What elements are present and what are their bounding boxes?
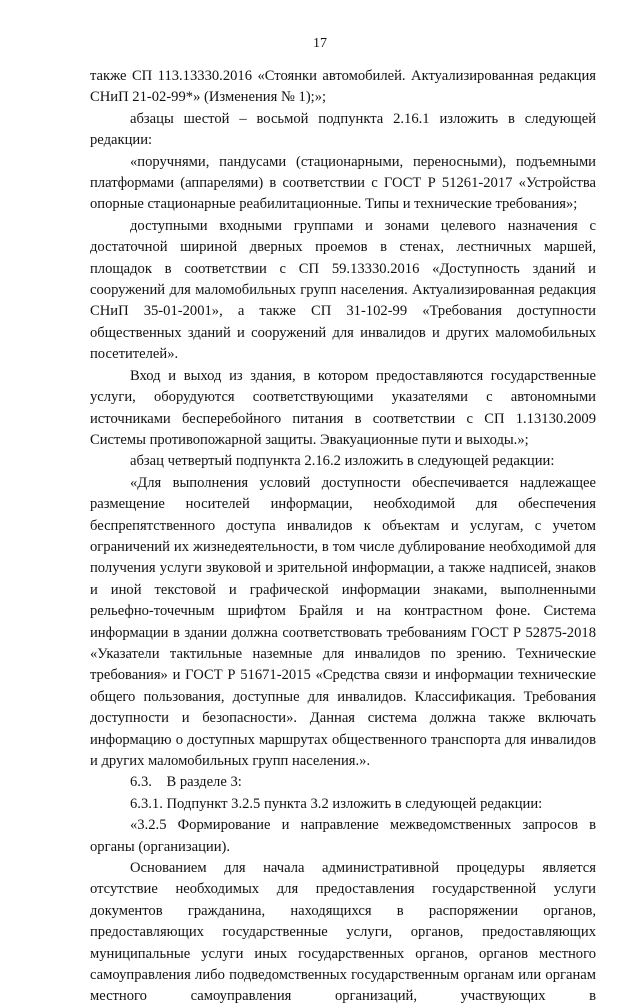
paragraph: абзацы шестой – восьмой подпункта 2.16.1 изложить в следующей редакции: — [90, 110, 596, 149]
paragraph: Основанием для начала административной процедуры является отсутствие необходимых для предоставления государственной услуги документов гражданина, находящихся в распоряжении органов, предоставляющих государственные услуги, органов, предоставляющих муниципальные услуги иных государственных органов, органов местного самоуправления либо подведомственных государственным органам или органам местного самоуправления организаций, участвующих в — [90, 860, 596, 1005]
paragraph: «3.2.5 Формирование и направление межведомственных запросов в органы (организации). — [90, 817, 596, 855]
paragraph: доступными входными группами и зонами целевого назначения с достаточной шириной дверных проемов в стенах, лестничных маршей, площадок в соответствии с СП 59.13330.2016 «Доступность зданий и сооружений для маломобильных групп населения. Актуализированная редакция СНиП 35-01-2001», а также СП 31-102-99 «Требования доступности общественных зданий и сооружений для инвалидов и других маломобильных посетителей». — [90, 217, 596, 363]
section-heading: 6.3. В разделе 3: — [130, 774, 242, 791]
document-body — [90, 66, 596, 1008]
paragraph: абзац четвертый подпункта 2.16.2 изложить в следующей редакции: — [130, 453, 555, 470]
paragraph: Вход и выход из здания, в котором предоставляются государственные услуги, оборудуются соответствующими указателями с автономными источниками бесперебойного питания в соответствии с СП 1.13130.2009 Системы противопожарной защиты. Эвакуационные пути и выходы.»; — [90, 367, 596, 448]
paragraph: также СП 113.13330.2016 «Стоянки автомобилей. Актуализированная редакция СНиП 21-02-99*» (Изменения № 1);»; — [90, 68, 596, 106]
paragraph: «Для выполнения условий доступности обеспечивается надлежащее размещение носителей информации, необходимой для обеспечения беспрепятственного доступа инвалидов к объектам и услугам, с учетом ограничений их жизнедеятельности, в том числе дублирование необходимой для получения услуги звуковой и зрительной информации, а также надписей, знаков и иной текстовой и графической информации знаками, выполненными рельефно-точечным шрифтом Брайля и на контрастном фоне. Система информации в здании должна соответствовать требованиям ГОСТ Р 52875-2018 «Указатели тактильные наземные для инвалидов по зрению. Технические требования» и ГОСТ Р 51671-2015 «Средства связи и информации технические общего пользования, доступные для инвалидов. Классификация. Требования доступности и безопасности». Данная система должна также включать информацию о доступных маршрутах общественного транспорта для инвалидов и других маломобильных групп населения.». — [90, 474, 596, 769]
page-number: 17 — [313, 36, 327, 51]
subsection-heading: 6.3.1. Подпункт 3.2.5 пункта 3.2 изложить в следующей редакции: — [130, 795, 543, 812]
paragraph: «поручнями, пандусами (стационарными, переносными), подъемными платформами (аппарелями) в соответствии с ГОСТ Р 51261-2017 «Устройства опорные стационарные реабилитационные. Типы и технические требования»; — [90, 153, 596, 213]
